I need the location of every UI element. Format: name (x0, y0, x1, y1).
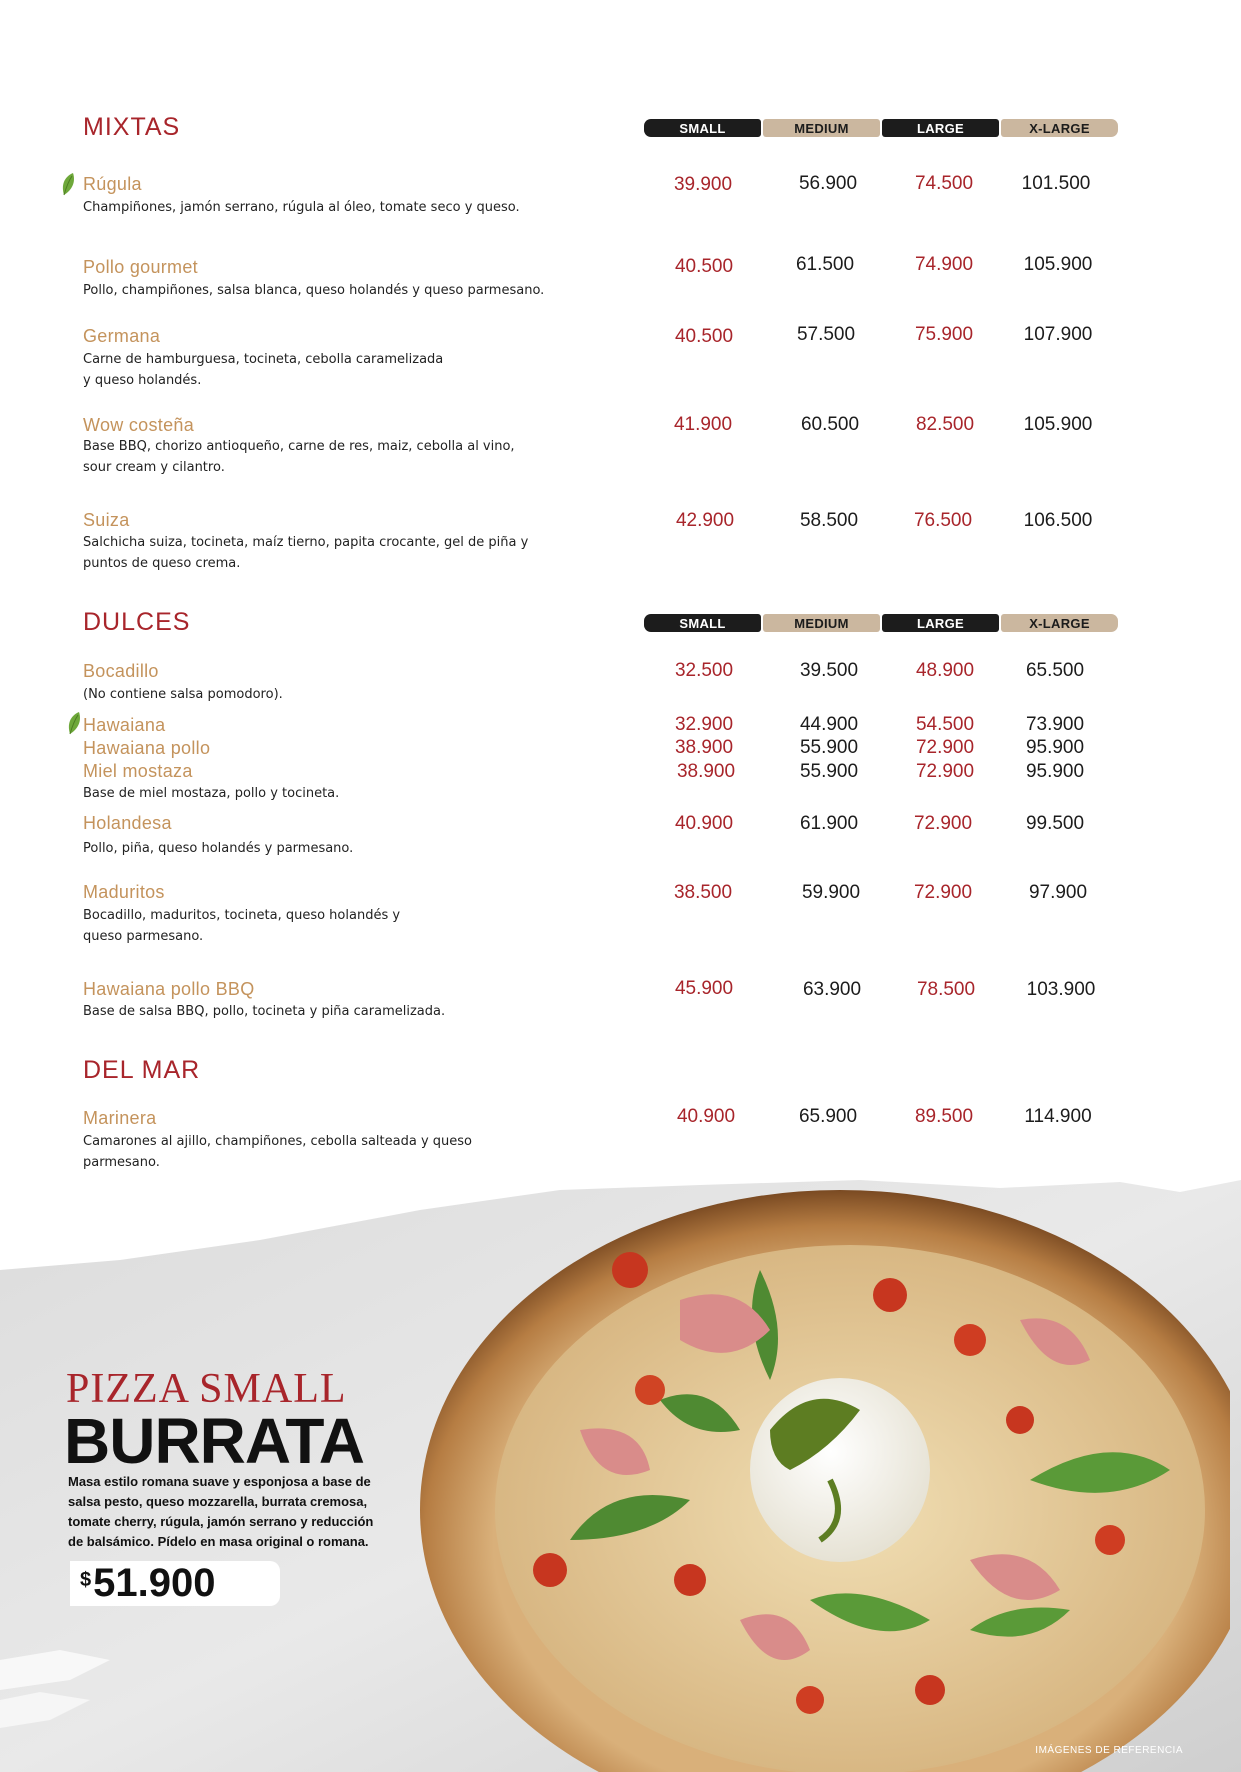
item-name: Germana (83, 326, 161, 346)
price-medium: 55.900 (799, 761, 859, 782)
promo-price: 51.900 (93, 1561, 216, 1605)
item-description-line: Camarones al ajillo, champiñones, cebolla salteada y queso (83, 1134, 472, 1149)
item-description-line: parmesano. (83, 1155, 160, 1170)
item-description-line: Base BBQ, chorizo antioqueño, carne de res, maiz, cebolla al vino, (83, 439, 515, 454)
item-description-line: sour cream y cilantro. (83, 460, 225, 475)
item-description: Pollo, piña, queso holandés y parmesano. (83, 841, 354, 856)
price-xlarge: 97.900 (1028, 882, 1088, 903)
price-medium: 57.500 (796, 324, 856, 345)
price-large: 54.500 (915, 714, 975, 735)
price-xlarge: 103.900 (1026, 979, 1096, 1000)
price-medium: 39.500 (799, 660, 859, 681)
promo-label: PIZZA SMALL (66, 1366, 347, 1412)
reference-images-note: IMÁGENES DE REFERENCIA (1035, 1745, 1183, 1756)
size-label-medium: MEDIUM (763, 614, 880, 632)
price-large: 75.900 (914, 324, 974, 345)
item-description-line: queso parmesano. (83, 929, 204, 944)
item-description: Champiñones, jamón serrano, rúgula al óleo, tomate seco y queso. (83, 200, 520, 215)
item-name: Hawaiana (83, 715, 166, 735)
item-description (83, 436, 643, 478)
price-large: 72.900 (915, 761, 975, 782)
price-medium: 61.900 (799, 813, 859, 834)
item-name: Hawaiana pollo (83, 738, 211, 758)
item-description: (No contiene salsa pomodoro). (83, 687, 283, 702)
price-xlarge: 95.900 (1025, 761, 1085, 782)
item-name: Wow costeña (83, 415, 195, 435)
price-medium: 59.900 (801, 882, 861, 903)
price-xlarge: 114.900 (1024, 1106, 1092, 1127)
price-xlarge: 73.900 (1025, 714, 1085, 735)
size-label-large: LARGE (882, 119, 999, 137)
price-large: 82.500 (915, 414, 975, 435)
price-large: 74.500 (914, 173, 974, 194)
item-description (83, 349, 643, 391)
item-description (83, 1131, 643, 1173)
item-name: Suiza (83, 510, 130, 530)
price-small: 41.900 (673, 414, 733, 435)
price-small: 45.900 (674, 978, 734, 999)
promo-description-line: Masa estilo romana suave y esponjosa a base de (68, 1474, 371, 1489)
price-large: 72.900 (913, 882, 973, 903)
currency-symbol: $ (80, 1569, 92, 1591)
item-name: Bocadillo (83, 661, 159, 681)
price-xlarge: 65.500 (1025, 660, 1085, 681)
price-xlarge: 106.500 (1023, 510, 1093, 531)
promo-title: BURRATA (64, 1405, 364, 1477)
item-description-line: puntos de queso crema. (83, 556, 241, 571)
section-title-mixtas: MIXTAS (83, 113, 181, 141)
price-small: 40.500 (674, 256, 734, 277)
price-small: 38.900 (674, 737, 734, 758)
burrata-pizza-image (410, 1180, 1230, 1772)
promo-description (68, 1472, 408, 1552)
vegetarian-leaf-icon (60, 172, 76, 196)
item-description: Pollo, champiñones, salsa blanca, queso holandés y queso parmesano. (83, 283, 545, 298)
size-label-small: SMALL (644, 614, 761, 632)
price-large: 48.900 (915, 660, 975, 681)
size-label-xlarge: X-LARGE (1001, 119, 1118, 137)
section-title-dulces: DULCES (83, 608, 191, 636)
price-large: 89.500 (914, 1106, 974, 1127)
vegetarian-leaf-icon (66, 711, 82, 735)
size-label-small: SMALL (644, 119, 761, 137)
price-small: 42.900 (675, 510, 735, 531)
item-name: Pollo gourmet (83, 257, 198, 277)
price-small: 40.900 (676, 1106, 736, 1127)
price-medium: 58.500 (799, 510, 859, 531)
price-small: 39.900 (673, 174, 733, 195)
price-small: 40.500 (674, 326, 734, 347)
promo-description-line: tomate cherry, rúgula, jamón serrano y reducción (68, 1514, 374, 1529)
price-xlarge: 105.900 (1023, 254, 1093, 275)
item-description-line: Salchicha suiza, tocineta, maíz tierno, papita crocante, gel de piña y (83, 535, 529, 550)
price-xlarge: 95.900 (1025, 737, 1085, 758)
price-large: 74.900 (914, 254, 974, 275)
price-large: 72.900 (913, 813, 973, 834)
price-small: 40.900 (674, 813, 734, 834)
price-small: 38.500 (673, 882, 733, 903)
item-name: Maduritos (83, 882, 165, 902)
price-large: 72.900 (915, 737, 975, 758)
item-description: Base de salsa BBQ, pollo, tocineta y piña caramelizada. (83, 1004, 446, 1019)
price-medium: 56.900 (798, 173, 858, 194)
size-label-medium: MEDIUM (763, 119, 880, 137)
price-medium: 60.500 (800, 414, 860, 435)
item-name: Hawaiana pollo BBQ (83, 979, 255, 999)
promo-price-badge (70, 1561, 280, 1606)
size-label-xlarge: X-LARGE (1001, 614, 1118, 632)
price-xlarge: 99.500 (1025, 813, 1085, 834)
price-large: 76.500 (913, 510, 973, 531)
price-medium: 44.900 (799, 714, 859, 735)
item-description-line: Bocadillo, maduritos, tocineta, queso holandés y (83, 908, 401, 923)
item-description: Base de miel mostaza, pollo y tocineta. (83, 786, 340, 801)
item-description-line: y queso holandés. (83, 373, 202, 388)
price-medium: 61.500 (795, 254, 855, 275)
item-name: Marinera (83, 1108, 157, 1128)
price-xlarge: 105.900 (1023, 414, 1093, 435)
item-description-line: Carne de hamburguesa, tocineta, cebolla caramelizada (83, 352, 444, 367)
price-small: 32.900 (674, 714, 734, 735)
item-name: Miel mostaza (83, 761, 193, 781)
size-header-mixtas (644, 119, 1121, 138)
size-header-dulces (644, 614, 1121, 633)
price-medium: 65.900 (798, 1106, 858, 1127)
item-name: Holandesa (83, 813, 172, 833)
item-name: Rúgula (83, 174, 142, 194)
price-medium: 63.900 (802, 979, 862, 1000)
item-description (83, 532, 643, 574)
size-label-large: LARGE (882, 614, 999, 632)
promo-description-line: de balsámico. Pídelo en masa original o romana. (68, 1534, 369, 1549)
price-xlarge: 107.900 (1023, 324, 1093, 345)
promo-description-line: salsa pesto, queso mozzarella, burrata cremosa, (68, 1494, 368, 1509)
price-small: 38.900 (676, 761, 736, 782)
item-description (83, 905, 643, 947)
price-large: 78.500 (916, 979, 976, 1000)
price-xlarge: 101.500 (1021, 173, 1091, 194)
section-title-del-mar: DEL MAR (83, 1056, 201, 1084)
price-medium: 55.900 (799, 737, 859, 758)
price-small: 32.500 (674, 660, 734, 681)
